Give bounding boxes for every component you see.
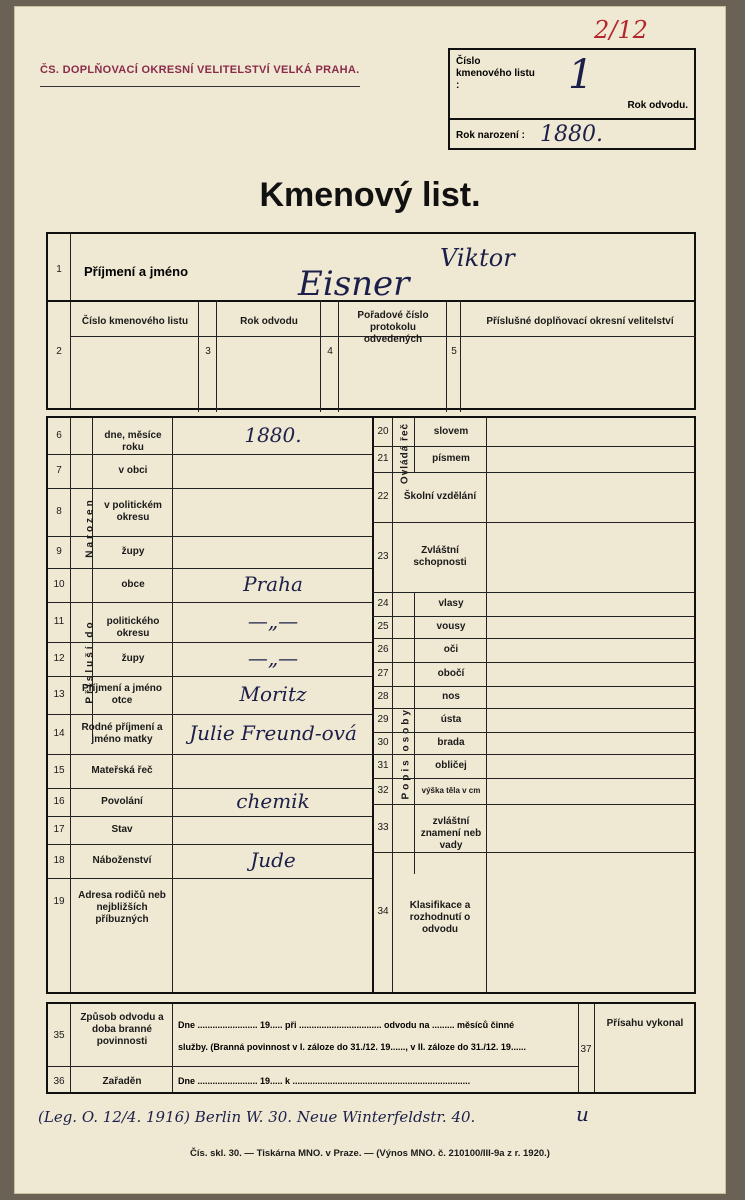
- left-row-9: [48, 536, 372, 568]
- cislo-value: 1: [568, 52, 594, 98]
- col-velitelstvi-label: Příslušné doplňovací okresní velitelství: [486, 316, 674, 327]
- row-label-21: písmem: [432, 453, 470, 464]
- row-num-18: 18: [53, 855, 65, 866]
- given-name: Viktor: [440, 244, 515, 272]
- rok-narozeni-value: 1880.: [540, 122, 603, 147]
- row-label-23: Zvláštní schopnosti: [413, 545, 467, 568]
- row-label-28: nos: [442, 691, 460, 702]
- row-num-27: 27: [377, 668, 389, 679]
- row-label-16: Povolání: [101, 796, 143, 807]
- row-label-10: obce: [121, 579, 145, 590]
- row-label-22: Školní vzdělání: [403, 491, 477, 502]
- right-row-20: [372, 418, 698, 446]
- row-divider: [48, 1066, 578, 1067]
- row-num-8: 8: [56, 506, 62, 517]
- row-value-10: Praha: [243, 572, 303, 596]
- surname: Eisner: [298, 264, 410, 304]
- row-label-12: župy: [121, 653, 145, 664]
- left-row-13: [48, 676, 372, 714]
- right-row-28: [372, 686, 698, 708]
- row-num-1: 1: [56, 264, 62, 275]
- row-num-30: 30: [377, 737, 389, 748]
- row-num-22: 22: [377, 491, 389, 502]
- col-num-4: 4: [327, 346, 333, 357]
- rok-narozeni-label: Rok narození :: [456, 130, 525, 141]
- personal-data-grid: [46, 416, 696, 994]
- row-num-14: 14: [53, 728, 65, 739]
- rok-odvodu-label: Rok odvodu.: [627, 100, 688, 111]
- row-num-13: 13: [53, 689, 65, 700]
- row-num-7: 7: [56, 465, 62, 476]
- right-row-31: [372, 754, 698, 778]
- row-label-19: Adresa rodičů neb nejbližších příbuzných: [78, 890, 166, 925]
- left-row-14: [48, 714, 372, 754]
- group-line: [414, 592, 415, 874]
- document-page: [14, 6, 726, 1194]
- left-row-8: [48, 488, 372, 536]
- row-num-10: 10: [53, 579, 65, 590]
- right-row-24: [372, 592, 698, 616]
- row-label-11: politického okresu: [106, 616, 160, 639]
- header-divider: [450, 118, 694, 120]
- num-col-line: [70, 1004, 71, 1092]
- r36-line: Dne ........................ 19..... k .......................................................................: [178, 1076, 471, 1086]
- col-rok-label: Rok odvodu: [240, 316, 298, 327]
- handwritten-note: (Leg. O. 12/4. 1916) Berlin W. 30. Neue Winterfeldstr. 40.: [38, 1108, 476, 1126]
- row-num-21: 21: [377, 453, 389, 464]
- row-label-13: Příjmení a jméno otce: [81, 683, 163, 706]
- left-row-17: [48, 816, 372, 844]
- row-num-9: 9: [56, 546, 62, 557]
- row-num-20: 20: [377, 426, 389, 437]
- r35-line1: Dne ........................ 19..... při ................................. odvodu na ......... měsíců činné: [178, 1020, 515, 1030]
- right-row-22: [372, 472, 698, 522]
- row-num-37: 37: [580, 1044, 592, 1055]
- row-label-18: Náboženství: [92, 855, 152, 866]
- col-num-5: 5: [451, 346, 457, 357]
- left-row-19: [48, 878, 372, 926]
- page-title: Kmenový list.: [259, 176, 481, 214]
- section-name: [46, 232, 696, 410]
- row-label-24: vlasy: [438, 598, 464, 609]
- row-label-9: župy: [121, 546, 145, 557]
- row-value-6: 1880.: [244, 423, 302, 447]
- row-label-27: obočí: [437, 668, 465, 679]
- row-label-32: výška těla v cm: [421, 786, 481, 795]
- row-num-15: 15: [53, 765, 65, 776]
- left-row-15: [48, 754, 372, 788]
- right-row-30: [372, 732, 698, 754]
- row-num-2: 2: [56, 346, 62, 357]
- office-stamp: ČS. DOPLŇOVACÍ OKRESNÍ VELITELSTVÍ VELKÁ PRAHA.: [40, 64, 360, 76]
- row-label-17: Stav: [111, 824, 133, 835]
- row-label-14: Rodné příjmení a jméno matky: [81, 722, 163, 745]
- row-label-33: zvláštní znamení neb vady: [420, 816, 482, 851]
- row-value-12: —„—: [247, 646, 299, 670]
- group-popis: Popis osoby: [400, 707, 412, 800]
- row-label-20: slovem: [433, 426, 469, 437]
- right-row-26: [372, 638, 698, 662]
- stamp-underline: [40, 86, 360, 87]
- header-box: [448, 48, 696, 150]
- right-row-33: [372, 804, 698, 852]
- row-label-30: brada: [437, 737, 465, 748]
- row-num-24: 24: [377, 598, 389, 609]
- row-label-31: obličej: [435, 760, 467, 771]
- group-ovlada: Ovládá řeč: [399, 422, 411, 485]
- right-row-27: [372, 662, 698, 686]
- row-num-29: 29: [377, 714, 389, 725]
- r36-label: Zařaděn: [102, 1076, 142, 1087]
- col-poradove-label: Pořadové číslo protokolu odvedených: [357, 310, 429, 345]
- row-num-19: 19: [53, 896, 65, 907]
- name-label: Příjmení a jméno: [84, 264, 189, 279]
- print-footer: Čís. skl. 30. — Tiskárna MNO. v Praze. — (Výnos MNO. č. 210100/III-9a z r. 1920.): [190, 1148, 550, 1159]
- right-row-23: [372, 522, 698, 592]
- row-value-14: Julie Freund-ová: [189, 721, 357, 745]
- group-line: [414, 418, 415, 472]
- left-row-18: [48, 844, 372, 878]
- num-col-line: [70, 234, 71, 408]
- label-col-line: [172, 1004, 173, 1092]
- service-section: [46, 1002, 696, 1094]
- row-num-32: 32: [377, 785, 389, 796]
- row-value-16: chemik: [236, 789, 310, 813]
- right-row-21: [372, 446, 698, 472]
- row-num-6: 6: [56, 430, 62, 441]
- corner-mark: 2/12: [594, 16, 648, 44]
- row-num-12: 12: [53, 653, 65, 664]
- row-num-17: 17: [53, 824, 65, 835]
- col-num-3: 3: [205, 346, 211, 357]
- row-num-26: 26: [377, 644, 389, 655]
- row-value-11: —„—: [247, 609, 299, 633]
- row-value-13: Moritz: [239, 682, 307, 706]
- r35-label: Způsob odvodu a doba branné povinnosti: [80, 1012, 164, 1047]
- left-row-16: [48, 788, 372, 816]
- right-row-34: [372, 852, 698, 972]
- left-row-6: [48, 418, 372, 454]
- row-num-28: 28: [377, 691, 389, 702]
- row-label-6: dne, měsíce roku: [104, 430, 162, 453]
- row-num-33: 33: [377, 822, 389, 833]
- right-row-32: [372, 778, 698, 804]
- row-label-15: Mateřská řeč: [91, 765, 153, 776]
- row-label-25: vousy: [436, 621, 466, 632]
- left-row-12: [48, 642, 372, 676]
- row-num-16: 16: [53, 796, 65, 807]
- row-num-34: 34: [377, 906, 389, 917]
- left-row-11: [48, 602, 372, 642]
- row-num-25: 25: [377, 621, 389, 632]
- right-row-25: [372, 616, 698, 638]
- left-row-7: [48, 454, 372, 488]
- right-row-29: [372, 708, 698, 732]
- row-num-36: 36: [53, 1076, 65, 1087]
- row-label-7: v obci: [118, 465, 148, 476]
- left-row-10: [48, 568, 372, 602]
- col-cislo-label: Číslo kmenového listu: [81, 316, 189, 327]
- group-prislusi: Přísluší do: [84, 619, 96, 704]
- row-num-35: 35: [53, 1030, 65, 1041]
- handwritten-mark: u: [576, 1102, 589, 1126]
- group-narozen: Narozen: [84, 497, 96, 558]
- r35-line2: služby. (Branná povinnost v I. záloze do 31./12. 19......, v II. záloze do 31./12. 19......: [178, 1042, 526, 1052]
- row-label-29: ústa: [440, 714, 462, 725]
- row-label-26: oči: [443, 644, 459, 655]
- row-label-34: Klasifikace a rozhodnutí o odvodu: [409, 900, 471, 935]
- row-num-11: 11: [53, 616, 65, 627]
- row-num-23: 23: [377, 551, 389, 562]
- row-label-8: v politickém okresu: [104, 500, 162, 523]
- cislo-label: Číslo kmenového listu :: [456, 56, 535, 91]
- r37-label: Přísahu vykonal: [606, 1018, 684, 1029]
- row-value-18: Jude: [250, 848, 296, 872]
- row-num-31: 31: [377, 760, 389, 771]
